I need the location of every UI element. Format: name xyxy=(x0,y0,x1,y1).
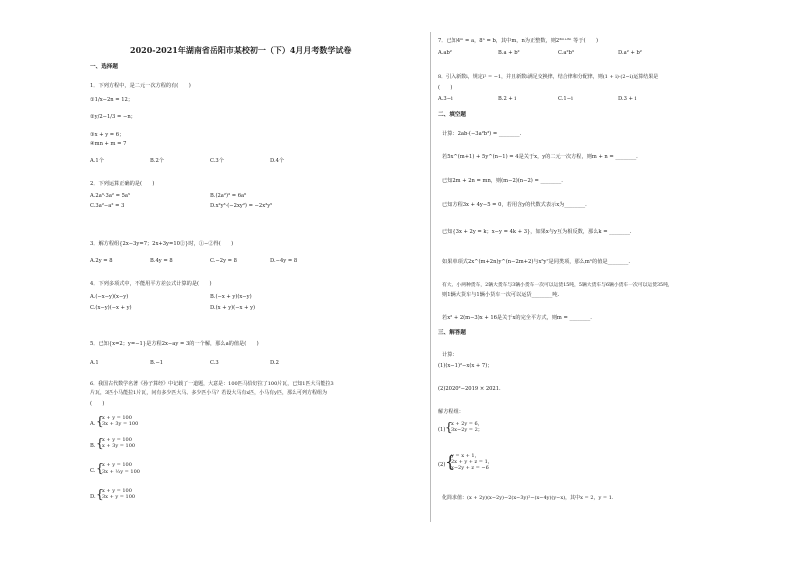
q1-item-4: ④mn + m = 7 xyxy=(90,141,127,147)
calc-1: (1)(x−1)²−x(x + 7)； xyxy=(438,363,493,369)
q8-opt-c: C.1−i xyxy=(558,96,573,102)
fill-7b: 则1辆大货车与1辆小货车一次可以运货________吨. xyxy=(442,292,560,298)
q2-opt-a: A.2a³·3a² = 5a⁵ xyxy=(90,193,131,199)
system-2-l1: y = x + 1， xyxy=(451,453,480,459)
q6-opt-c-l1: x + y = 100 xyxy=(102,462,132,468)
q5-opt-b: B.−1 xyxy=(150,360,164,366)
q1-item-3: ③x + y = 6； xyxy=(90,132,125,138)
fill-2: 若5x^(m+1) + 5y^(n−1) = 4是关于x，y的二元一次方程，则m + n = ________. xyxy=(442,154,638,160)
solve-title: 解方程组： xyxy=(438,409,464,415)
q6-opt-b-l2: x + 3y = 100 xyxy=(102,443,136,449)
section-fill: 二、填空题 xyxy=(438,112,466,118)
brace-icon: { xyxy=(96,487,104,501)
q4-opt-b: B.(−x + y)(x−y) xyxy=(210,294,252,300)
q5-opt-d: D.2 xyxy=(270,360,279,366)
q6-opt-label: C. xyxy=(90,468,96,474)
brace-icon: { xyxy=(445,452,456,471)
q3-stem: 3．解方程组{2x−3y=7；2x+3y=10②}时，①−②得( ) xyxy=(90,241,234,247)
q2-opt-c: C.3a²−a² = 3 xyxy=(90,203,125,209)
q6-opt-a-l1: x + y = 100 xyxy=(102,415,132,421)
q5-stem: 5．已知{x=2；y=−1}是方程2x−ay = 3的一个解，那么a的值是( ) xyxy=(90,341,259,347)
system-2-label: (2) xyxy=(438,462,446,468)
q7-opt-d: D.a² + b² xyxy=(618,50,642,56)
section-answer: 三、解答题 xyxy=(438,330,466,336)
q3-opt-c: C.−2y = 8 xyxy=(210,258,237,264)
q6-opt-d-l1: x + y = 100 xyxy=(102,488,132,494)
q3-opt-d: D.−4y = 8 xyxy=(270,258,298,264)
brace-icon: { xyxy=(96,436,104,450)
q3-opt-b: B.4y = 8 xyxy=(150,258,173,264)
q6-opt-label: A. xyxy=(90,421,96,427)
q7-opt-c: C.a²b³ xyxy=(558,50,575,56)
q2-opt-d: D.x²y³·(−2xy²) = −2x³y⁵ xyxy=(210,203,273,209)
q1-opt-c: C.3个 xyxy=(210,158,224,164)
q1-opt-d: D.4个 xyxy=(270,158,285,164)
q2-stem: 2．下列运算正确的是( ) xyxy=(90,181,155,187)
system-1-l2: 3x−2y = 2； xyxy=(451,427,483,433)
calc-2: (2)2020²−2019 × 2021. xyxy=(438,386,501,392)
q1-opt-a: A.1个 xyxy=(90,158,104,164)
q4-opt-c: C.(x−y)(−x + y) xyxy=(90,305,132,311)
fill-7a: 有大、小两种货车，2辆大货车与3辆小货车一次可以运货15吨，5辆大货车与6辆小货车一次可以运货35吨， xyxy=(442,283,673,288)
q4-opt-a: A.(−x−y)(x−y) xyxy=(90,294,129,300)
q1-item-2: ②y/2−1/3 = −n； xyxy=(90,114,136,120)
brace-icon: { xyxy=(96,461,104,475)
q6-opt-label: D. xyxy=(90,494,96,500)
q7-opt-b: B.a + b² xyxy=(498,50,520,56)
q5-opt-a: A.1 xyxy=(90,360,99,366)
system-1-l1: x + 2y = 6， xyxy=(451,421,483,427)
q4-opt-d: D.(x + y)(−x + y) xyxy=(210,305,256,311)
fill-6: 如果单项式2x^(m+2n)y^(n−2m+2)与x⁵y⁷是同类项，那么mⁿ的值是________. xyxy=(442,259,630,265)
brace-icon: { xyxy=(96,414,104,428)
q8-opt-b: B.2 + i xyxy=(498,96,517,102)
section-choice: 一、选择题 xyxy=(90,64,118,70)
q1-opt-b: B.2个 xyxy=(150,158,164,164)
q1-stem: 1．下列方程中，是二元一次方程的有( ) xyxy=(90,83,191,89)
q1-item-1: ①1/x−2n = 12； xyxy=(90,97,134,103)
calc-title: 计算： xyxy=(442,352,458,358)
q2-opt-b: B.(2a²)³ = 6a⁶ xyxy=(210,193,247,199)
fill-5: 已知{3x + 2y = k；x−y = 4k + 3}，如果x与y互为相反数，那么k = ________. xyxy=(442,229,632,235)
q6-opt-d-l2: 3x + y = 100 xyxy=(102,494,136,500)
column-divider xyxy=(430,32,431,522)
q7-opt-a: A.ab² xyxy=(438,50,452,56)
fill-3: 已知2m + 2n = mn，则(m−2)(n−2) = ________. xyxy=(442,178,563,184)
system-2-l3: x−2y + z = −6 xyxy=(451,465,489,471)
q5-opt-c: C.3 xyxy=(210,360,219,366)
fill-4: 已知方程3x + 4y−5 = 0，若用含y的代数式表示x为________. xyxy=(442,202,587,208)
system-2-l2: 2x + y + z = 1， xyxy=(451,459,493,465)
q6-stem-2: 片瓦，3匹小马能拉1片瓦，问有多少匹大马、多少匹小马？若设大马有x匹，小马有y匹，那么可列方程组为 xyxy=(90,390,328,396)
q6-opt-b-l1: x + y = 100 xyxy=(102,437,132,443)
simplify-question: 化简求值：(x + 2y)(x−2y)−2(x−3y)²−(x−4y)(y−x)，其中x = 2，y = 1. xyxy=(442,495,614,501)
q4-stem: 4．下列多项式中，不能用平方差公式计算的是( ) xyxy=(90,281,212,287)
page-title: 2020-2021年湖南省岳阳市某校初一（下）4月月考数学试卷 xyxy=(130,45,352,55)
q8-opt-d: D.3 + i xyxy=(618,96,637,102)
q6-opt-label: B. xyxy=(90,443,96,449)
q8-stem-2: ( ) xyxy=(438,85,453,91)
q8-opt-a: A.3−i xyxy=(438,96,453,102)
q8-stem-1: 8．引入新数i，规定i² = −1，并且新数i满足交换律，结合律和分配律，则(1 + i)·(2−i)运算结果是 xyxy=(438,74,659,80)
q7-stem: 7．已知4ᵐ = a，8ⁿ = b，其中m，n为正整数，则2²ᵐ⁺⁶ⁿ 等于( ) xyxy=(438,38,598,44)
q6-opt-c-l2: 3x + ⅓y = 100 xyxy=(102,469,140,475)
brace-icon: { xyxy=(445,420,453,434)
q6-stem-1: 6．我国古代数学名著《孙子算经》中记载了一道题，大意是：100匹马恰好拉了100片瓦，已知1匹大马能拉3 xyxy=(90,381,334,387)
q3-opt-a: A.2y = 8 xyxy=(90,258,113,264)
fill-8: 若x² + 2(m−3)x + 16是关于x的完全平方式，则m = ________. xyxy=(442,315,592,321)
q6-stem-3: ( ) xyxy=(90,401,105,407)
q6-opt-a-l2: 3x + 3y = 100 xyxy=(102,421,139,427)
fill-1: 计算：2ab·(−3a²b³) = ________. xyxy=(442,131,522,137)
system-1-label: (1) xyxy=(438,427,446,433)
